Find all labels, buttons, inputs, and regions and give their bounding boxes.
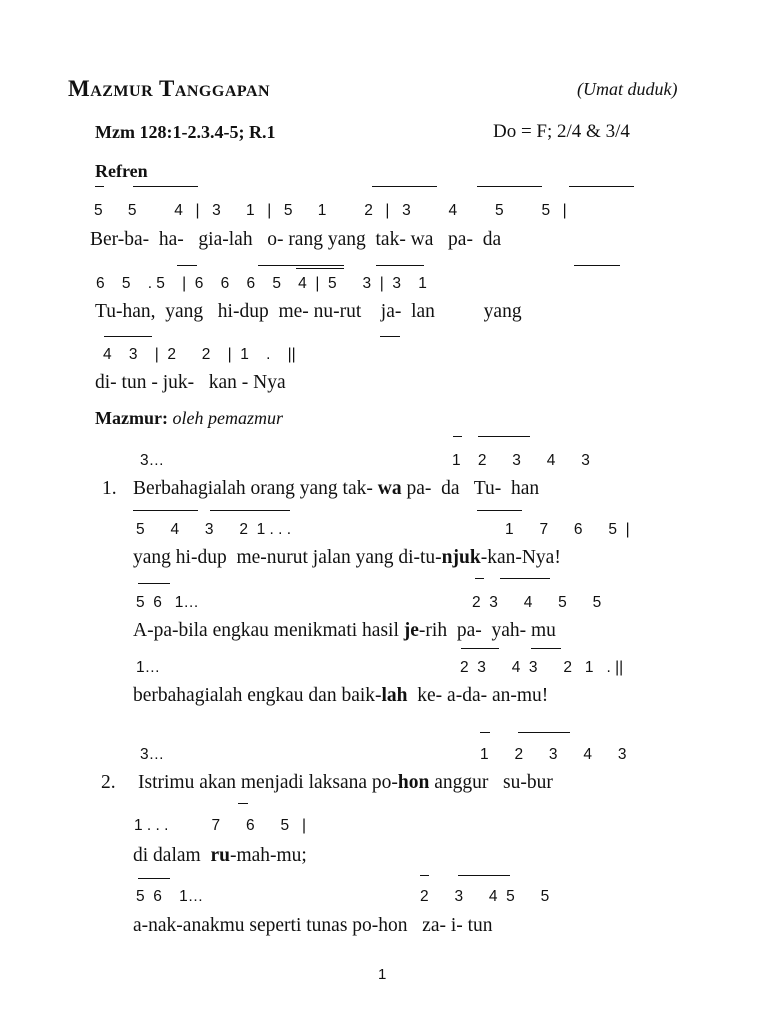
beat-line: [500, 578, 550, 579]
beat-line: [177, 265, 197, 266]
v1-notation-4b: 2 3 4 3 2 1 . ||: [460, 659, 624, 676]
v2-notation-3b: 2 3 4 5 5: [420, 888, 550, 905]
psalm-label: Mazmur:: [95, 408, 168, 428]
beat-line: [518, 732, 570, 733]
verse-1-number: 1.: [102, 478, 117, 499]
refrain-lyrics-3: di- tun - juk- kan - Nya: [95, 372, 286, 393]
beat-line: [574, 265, 620, 266]
v1-lyrics-4: berbahagialah engkau dan baik-lah ke- a-da- an-mu!: [133, 685, 549, 706]
beat-line: [380, 336, 400, 337]
beat-line: [238, 803, 248, 804]
beat-line: [258, 265, 344, 266]
beat-line: [478, 436, 530, 437]
v2-lyrics-1: Istrimu akan menjadi laksana po-hon anggur su-bur: [138, 772, 553, 793]
verse-2-number: 2.: [101, 772, 116, 793]
psalm-header: [95, 408, 283, 429]
refrain-notation-2: 6 5 . 5 | 6 6 6 5 4 | 5 3 | 3 1: [96, 275, 427, 292]
posture-note: (Umat duduk): [577, 79, 678, 99]
v2-notation-2: 1 . . . 7 6 5 |: [134, 817, 307, 834]
v1-notation-1b: 1 2 3 4 3: [452, 452, 590, 469]
beat-line: [569, 186, 634, 187]
beat-line: [372, 186, 437, 187]
page-number: 1: [378, 966, 387, 983]
refrain-notation-1: 5 5 4 | 3 1 | 5 1 2 | 3 4 5 5 |: [94, 202, 567, 219]
beat-line: [480, 732, 490, 733]
v1-lyrics-3: A-pa-bila engkau menikmati hasil je-rih pa- yah- mu: [133, 620, 556, 641]
beat-line: [133, 186, 198, 187]
beat-line: [453, 436, 462, 437]
v1-notation-1a: 3…: [140, 452, 165, 469]
beat-line: [477, 510, 522, 511]
beat-line: [376, 265, 424, 266]
v2-notation-3a: 5 6 1…: [136, 888, 204, 905]
v1-lyrics-2: yang hi-dup me-nurut jalan yang di-tu-njuk-kan-Nya!: [133, 547, 561, 568]
refrain-notation-3: 4 3 | 2 2 | 1 . ||: [103, 346, 296, 363]
v2-notation-1a: 3…: [140, 746, 165, 763]
v1-notation-3b: 2 3 4 5 5: [472, 594, 602, 611]
beat-line: [461, 648, 499, 649]
beat-line: [420, 875, 429, 876]
psalm-reference: Mzm 128:1-2.3.4-5; R.1: [95, 122, 276, 142]
beat-line: [458, 875, 510, 876]
beat-line: [475, 578, 484, 579]
v2-lyrics-2: di dalam ru-mah-mu;: [133, 845, 307, 866]
page-title: Mazmur Tanggapan: [68, 76, 271, 101]
beat-line: [477, 186, 542, 187]
v1-notation-4a: 1…: [136, 659, 161, 676]
v1-lyrics-1: Berbahagialah orang yang tak- wa pa- da Tu- han: [133, 478, 540, 499]
beat-line: [296, 268, 344, 269]
beat-line: [138, 583, 170, 584]
v2-lyrics-3: a-nak-anakmu seperti tunas po-hon za- i- tun: [133, 915, 493, 936]
beat-line: [133, 510, 198, 511]
beat-line: [104, 336, 152, 337]
beat-line: [210, 510, 290, 511]
refrain-lyrics-1: Ber-ba- ha- gia-lah o- rang yang tak- wa pa- da: [90, 229, 502, 250]
psalm-by: oleh pemazmur: [172, 408, 283, 428]
v1-notation-2a: 5 4 3 2 1 . . .: [136, 521, 292, 538]
v2-notation-1b: 1 2 3 4 3: [480, 746, 627, 763]
refrain-label: Refren: [95, 161, 148, 181]
key-signature: Do = F; 2/4 & 3/4: [493, 121, 630, 142]
v1-notation-2b: 1 7 6 5 |: [505, 521, 630, 538]
refrain-lyrics-2: Tu-han, yang hi-dup me- nu-rut ja- lan yang: [95, 301, 522, 322]
beat-line: [95, 186, 104, 187]
beat-line: [531, 648, 561, 649]
v1-notation-3a: 5 6 1…: [136, 594, 199, 611]
beat-line: [138, 878, 170, 879]
